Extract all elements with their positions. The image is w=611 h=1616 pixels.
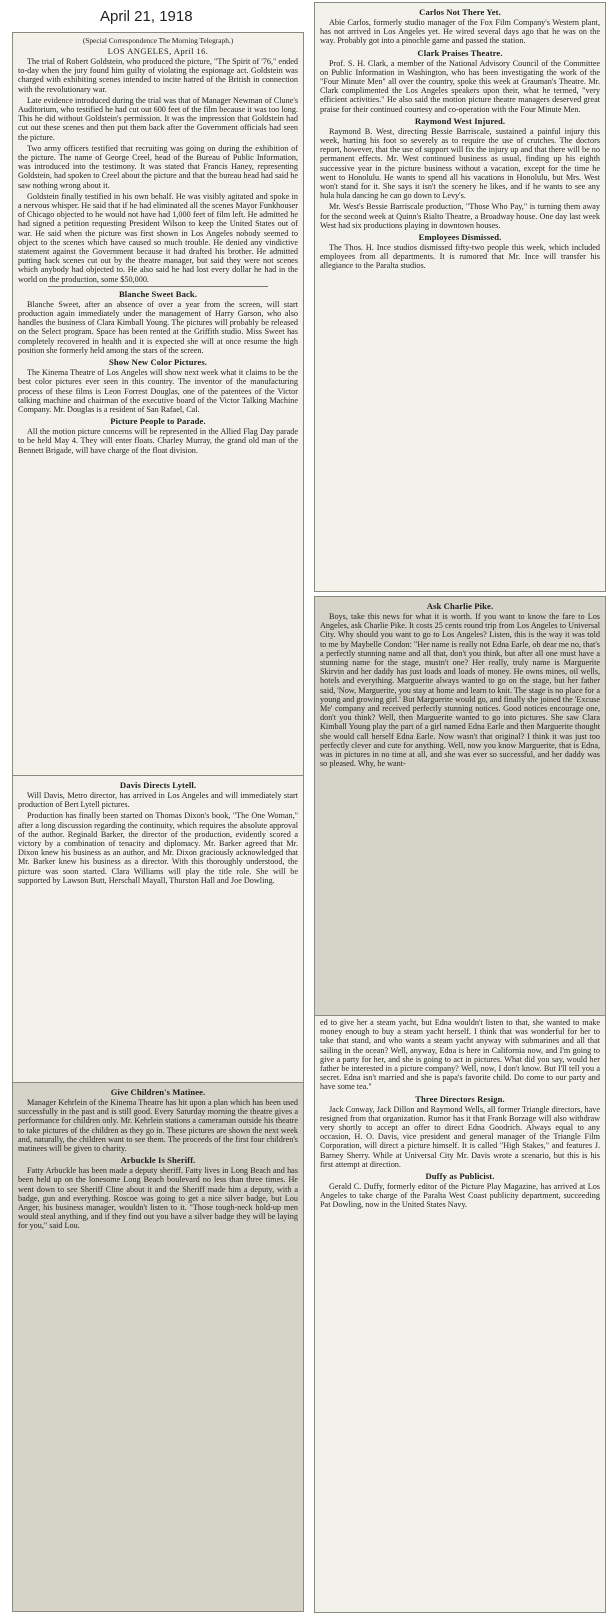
section-heading: Blanche Sweet Back.	[118, 288, 198, 299]
section-heading: Duffy as Publicist.	[425, 1171, 495, 1182]
article-paragraph: All the motion picture concerns will be represented in the Allied Flag Day parade to be held May 4. They will enter floats. Charley Murray, the grand old man of the Bennett Brigade, will have charge of the float division.	[18, 427, 298, 455]
dateline: LOS ANGELES, April 16.	[107, 46, 209, 56]
article-paragraph: The Thos. H. Ince studios dismissed fifty-two people this week, which included employees from all departments. It is rumored that Mr. Ince will transfer his allegiance to the Paralta studios.	[320, 243, 600, 271]
section-heading: Arbuckle Is Sheriff.	[120, 1155, 196, 1166]
section-heading: Picture People to Parade.	[110, 416, 206, 427]
article-paragraph: Will Davis, Metro director, has arrived in Los Angeles and will immediately start production of Bert Lytell pictures.	[18, 791, 298, 810]
continuation-paragraph: ed to give her a steam yacht, but Edna wouldn't listen to that, she wanted to make money enough to buy a steam yacht herself. I think that was wonderful for her to take that stand, and who wants a steam yacht anyway with submarines and all that sailing in the ocean? Well, anyway, Edna is here in California now, and I'm going to give a party for her, and she is going to act in pictures. What did you say, would her father be interested in a picture company? Well, now, I don't know. But I'll tell you a secret. Edna isn't married and she is papa's favorite child. Do come to our party and have some tea."	[320, 1018, 600, 1092]
section-heading: Employees Dismissed.	[418, 232, 502, 243]
article-paragraph: Blanche Sweet, after an absence of over a year from the screen, will start production again immediately under the management of Harry Garson, who also handles the business of Clara Kimball Young. The pictures will probably be released on the Select program. Space has been rented at the Griffith studio. Miss Sweet has completely recovered in health and it is expected she will at once resume the high position she formerly held among the stars of the screen.	[18, 299, 298, 355]
article-paragraph: Jack Conway, Jack Dillon and Raymond Wells, all former Triangle directors, have resigned from that organization. Rumor has it that Frank Borzage will also withdraw very shortly to accept an offer to direct Edna Goodrich. Always equal to any occasion, H. O. Davis, vice president and general manager of the Triangle Film Corporation, will direct a picture himself. It is called "High Stakes," and features J. Barney Sherry. While at Universal City Mr. Davis wrote a scenario, but this is his first attempt at direction.	[320, 1104, 600, 1169]
article-paragraph: Goldstein finally testified in his own behalf. He was visibly agitated and spoke in a nervous whisper. He said that if he had eliminated all the scenes Mayor Funkhouser of Chicago objected to he would not have had 1,000 feet of film left. He admitted he had signed a petition requesting President Wilson to keep the United States out of war. He said when the picture was first shown in Los Angeles nobody seemed to object to the scenes which have caused so much trouble. He denied any vindictive statement against the Government because it had drafted his brother. He admitted putting back scenes cut out by the theatre manager, but said they were not scenes which anybody had objected to. He also said he had lost every dollar he had in the world on the production, some $50,000.	[18, 191, 298, 284]
davis-directs-clip	[12, 775, 304, 1083]
page-date: April 21, 1918	[100, 8, 193, 25]
article-paragraph: The trial of Robert Goldstein, who produced the picture, "The Spirit of '76," ended to-day when the jury found him guilty of violating the espionage act. Goldstein was charged with exhibiting scenes intended to incite hatred of the British in connection with the revolutionary war.	[18, 57, 298, 94]
article-paragraph: Abie Carlos, formerly studio manager of the Fox Film Company's Western plant, has not arrived in Los Angeles yet. He wired several days ago that he was on the way. Probably got into a pinochle game and passed the station.	[320, 18, 600, 46]
section-rule	[48, 286, 268, 287]
article-paragraph: Late evidence introduced during the trial was that of Manager Newman of Clune's Auditorium, who testified he had cut out 600 feet of the film because it was too long. This he did without Goldstein's permission. It was the impression that Goldstein had cut out these scenes and then put them back after the Government officials had seen the picture.	[18, 95, 298, 142]
section-heading: Ask Charlie Pike.	[426, 601, 494, 611]
section-heading: Show New Color Pictures.	[108, 357, 208, 368]
article-paragraph: Mr. West's Bessie Barriscale production, "Those Who Pay," is turning them away for the second week at Quinn's Rialto Theatre, a Broadway house. One day last week West had six productions playing in downtown houses.	[320, 202, 600, 230]
article-paragraph: Two army officers testified that recruiting was going on during the exhibition of the picture. The name of George Creel, head of the Bureau of Public Information, was introduced into the testimony. It was stated that Francis Haney, representing Goldstein, had spoken to Creel about the picture and that the bureau head had said he saw nothing wrong about it.	[18, 143, 298, 190]
article-paragraph: The Kinema Theatre of Los Angeles will show next week what it claims to be the best color pictures ever seen in this country. The inventor of the manufacturing process of these films is Leon Forrest Douglas, one of the patentees of the Victor talking machine and chairman of the executive board of the Victor Talking Machine Company. Mr. Douglas is a resident of San Rafael, Cal.	[18, 368, 298, 414]
article-paragraph: Production has finally been started on Thomas Dixon's book, "The One Woman," after a long discussion regarding the continuity, which requires the absolute approval of the author. Reginald Barker, the director of the production, evidently scored a victory by a combination of tenacity and diplomacy. Mr. Barker agreed that Mr. Dixon knew his business as an author, and Mr. Dixon graciously acknowledged that Mr. Barker knew his business as a director. With this thoroughly understood, the picture was soon started. Clara Williams will play the title role. She will be supported by Lawson Butt, Herschall Mayall, Thurston Hall and Joe Dowling.	[18, 811, 298, 885]
article-paragraph: Gerald C. Duffy, formerly editor of the Picture Play Magazine, has arrived at Los Angeles to take charge of the Paralta West Coast publicity department, succeeding Pat Dowling, now in the United States Navy.	[320, 1182, 600, 1210]
article-paragraph: Boys, take this news for what it is worth. If you want to know the fare to Los Angeles, ask Charlie Pike. It costs 25 cents round trip from Los Angeles to Universal City. Why should you want to go to Los Angeles? Listen, this is the way it was told to me by Maybelle Condon: "Her name is really not Edna Earle, oh dear me no, that's a perfectly stunning name and all that, don't you think, but after all one must have a stunning name for the stage, mustn't one? Her really, truly name is Marguerite Skirvin and her daddy has just loads and loads of money. He owns mines, oil wells, hotels and everything. Marguerite always wanted to go on the stage, but her father said, 'Now, Marguerite, you stay at home and learn to knit. The stage is no place for a young and growing girl.' But Marguerite would go, and finally she joined the 'Excuse Me' company and received perfectly stunning notices. Good notices encourage one, don't you think? Well, then Marguerite wanted to go into pictures. She saw Clara Kimball Young play the part of a girl named Edna Earle and then Marguerite thought she would call herself Edna Earle. Now wasn't that original? I think it was just too perfectly clever and cute for anything. Well, now you know Marguerite, that is Edna, was in pictures in no time at all, and she was ever so successful, and her daddy was so pleased. Why, he want-	[320, 612, 600, 769]
charlie-pike-clip	[314, 596, 606, 1016]
directors-duffy-clip	[314, 1015, 606, 1613]
left-column	[12, 32, 304, 1614]
section-heading: Raymond West Injured.	[414, 115, 506, 126]
section-heading: Davis Directs Lytell.	[119, 780, 197, 790]
article-paragraph: Raymond B. West, directing Bessie Barriscale, sustained a painful injury this week, hurting his foot so severely as to require the use of crutches. The doctors report, however, that the use of support will fix the injury up and that there will be no permanent effects. Mr. West continued business as usual, finding up his eighth successive year in the picture business without a vacation, except for the time he went to Honolulu. He wants to spend all his vacations in Honolulu, but Mrs. West won't stand for it. She says it isn't the scenery he likes, and if he wants to see any hula hula dancing he can go down to Levy's.	[320, 126, 600, 201]
right-column	[314, 2, 606, 1614]
section-heading: Carlos Not There Yet.	[419, 7, 501, 17]
article-paragraph: Prof. S. H. Clark, a member of the National Advisory Council of the Committee on Public Information in Washington, who has been investigating the work of the "Four Minute Men" all over the country, spoke this week at Grauman's Theatre. Mr. Clark complimented the Los Angeles speakers upon their, what he termed, "very efficient activities." He also said the motion picture theatre managers deserved great praise for their continued courtesy and co-operation with the Four Minute Men.	[320, 58, 600, 114]
section-heading: Give Children's Matinee.	[110, 1087, 206, 1097]
matinee-sheriff-clip	[12, 1082, 304, 1612]
section-heading: Clark Praises Theatre.	[417, 47, 503, 58]
goldstein-trial-clip	[12, 32, 304, 776]
carlos-clark-west-clip	[314, 2, 606, 592]
section-heading: Three Directors Resign.	[415, 1093, 505, 1104]
correspondence-line: (Special Correspondence The Morning Telegraph.)	[82, 36, 234, 45]
article-paragraph: Manager Kehrlein of the Kinema Theatre has hit upon a plan which has been used successfully in the past and is still good. Every Saturday morning the theatre gives a performance for children only. Mr. Kehrlein stations a cameraman outside his theatre to take pictures of the children as they go in. These pictures are shown the next week and, naturally, the children want to see them. The proceeds of the first four children's matinees will be given to charity.	[18, 1098, 298, 1154]
article-paragraph: Fatty Arbuckle has been made a deputy sheriff. Fatty lives in Long Beach and has been held up on the lonesome Long Beach boulevard no less than three times. He went down to see Sheriff Cline about it and the Sheriff made him a deputy, with a badge, gun and everything. Roscoe was going to get a nice silver badge, but Lou Anger, his business manager, wouldn't listen to it. "Those tough-neck hold-up men would steal anything, and if they find out you have a silver badge they will be laying for you," said Lou.	[18, 1166, 298, 1231]
